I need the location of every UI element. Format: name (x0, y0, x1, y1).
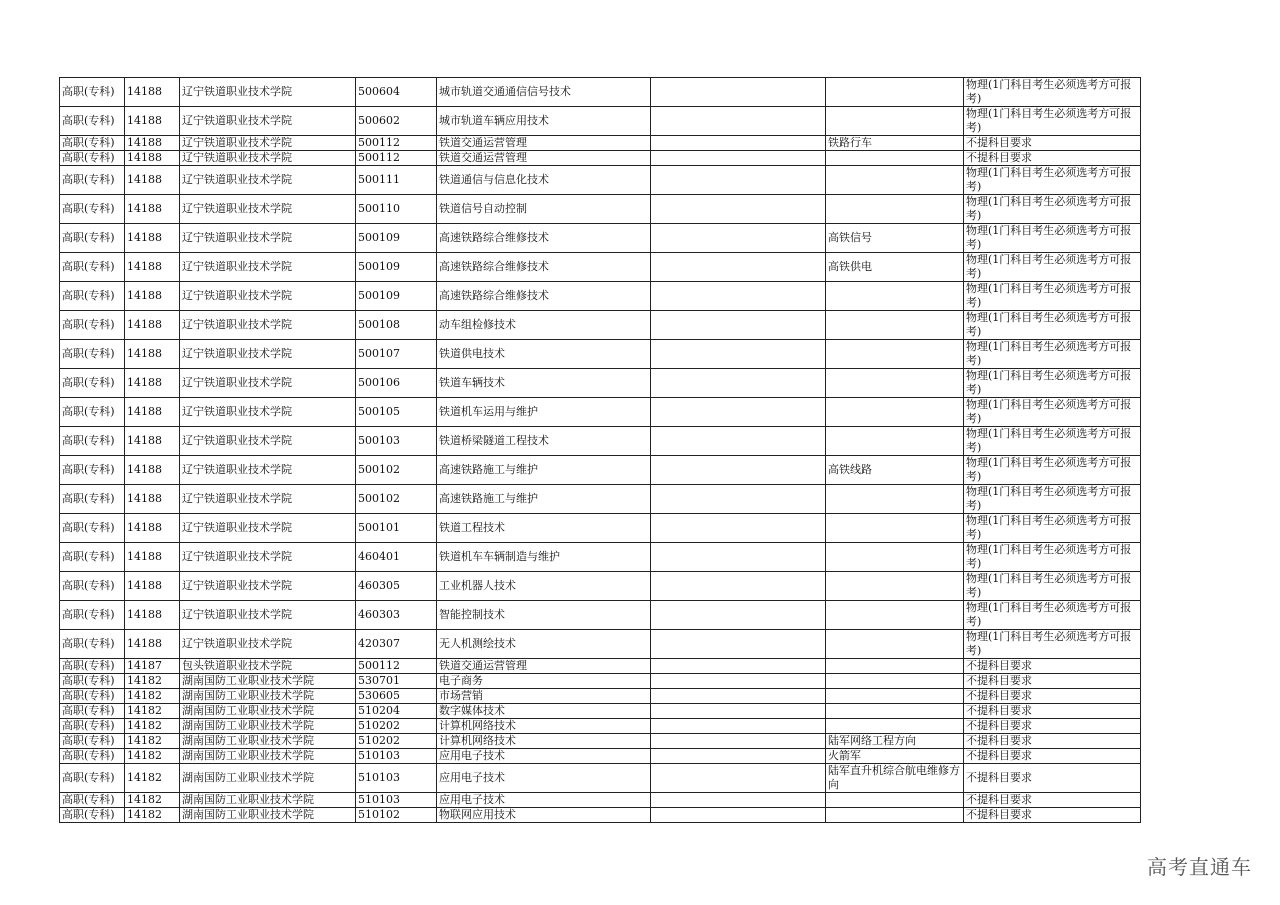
requirement-cell: 不提科目要求 (964, 674, 1141, 689)
school-name-cell: 辽宁铁道职业技术学院 (180, 340, 356, 369)
major-code-cell: 500105 (356, 398, 437, 427)
direction-cell (826, 195, 964, 224)
table-row (60, 764, 1141, 793)
direction-cell (826, 808, 964, 823)
empty-cell (651, 195, 826, 224)
requirement-cell: 不提科目要求 (964, 808, 1141, 823)
level-cell: 高职(专科) (60, 282, 125, 311)
level-cell: 高职(专科) (60, 427, 125, 456)
school-name-cell: 辽宁铁道职业技术学院 (180, 253, 356, 282)
empty-cell (651, 485, 826, 514)
direction-cell (826, 311, 964, 340)
requirement-cell: 不提科目要求 (964, 749, 1141, 764)
table-row (60, 107, 1141, 136)
level-cell: 高职(专科) (60, 764, 125, 793)
requirement-cell: 不提科目要求 (964, 793, 1141, 808)
level-cell: 高职(专科) (60, 749, 125, 764)
empty-cell (651, 78, 826, 107)
school-code-cell: 14188 (125, 224, 180, 253)
level-cell: 高职(专科) (60, 601, 125, 630)
school-code-cell: 14182 (125, 764, 180, 793)
major-code-cell: 460303 (356, 601, 437, 630)
table-row (60, 456, 1141, 485)
school-code-cell: 14188 (125, 601, 180, 630)
school-code-cell: 14188 (125, 543, 180, 572)
major-code-cell: 510202 (356, 734, 437, 749)
major-name-cell: 应用电子技术 (437, 749, 651, 764)
direction-cell (826, 485, 964, 514)
major-code-cell: 460305 (356, 572, 437, 601)
school-name-cell: 湖南国防工业职业技术学院 (180, 689, 356, 704)
requirement-cell: 不提科目要求 (964, 136, 1141, 151)
requirement-cell: 不提科目要求 (964, 719, 1141, 734)
table-row (60, 734, 1141, 749)
empty-cell (651, 749, 826, 764)
school-name-cell: 湖南国防工业职业技术学院 (180, 808, 356, 823)
school-code-cell: 14188 (125, 485, 180, 514)
direction-cell (826, 514, 964, 543)
school-name-cell: 湖南国防工业职业技术学院 (180, 764, 356, 793)
major-name-cell: 高速铁路施工与维护 (437, 456, 651, 485)
major-name-cell: 应用电子技术 (437, 764, 651, 793)
direction-cell (826, 398, 964, 427)
major-code-cell: 510204 (356, 704, 437, 719)
requirement-cell: 物理(1门科目考生必须选考方可报考) (964, 485, 1141, 514)
level-cell: 高职(专科) (60, 369, 125, 398)
school-name-cell: 辽宁铁道职业技术学院 (180, 601, 356, 630)
school-code-cell: 14188 (125, 630, 180, 659)
requirement-cell: 物理(1门科目考生必须选考方可报考) (964, 543, 1141, 572)
direction-cell (826, 719, 964, 734)
level-cell: 高职(专科) (60, 136, 125, 151)
school-name-cell: 辽宁铁道职业技术学院 (180, 398, 356, 427)
level-cell: 高职(专科) (60, 808, 125, 823)
empty-cell (651, 734, 826, 749)
requirement-cell: 不提科目要求 (964, 151, 1141, 166)
school-code-cell: 14188 (125, 151, 180, 166)
level-cell: 高职(专科) (60, 514, 125, 543)
direction-cell (826, 659, 964, 674)
table-row (60, 311, 1141, 340)
level-cell: 高职(专科) (60, 543, 125, 572)
level-cell: 高职(专科) (60, 485, 125, 514)
major-code-cell: 510103 (356, 749, 437, 764)
major-name-cell: 动车组检修技术 (437, 311, 651, 340)
school-name-cell: 辽宁铁道职业技术学院 (180, 107, 356, 136)
school-name-cell: 辽宁铁道职业技术学院 (180, 630, 356, 659)
major-name-cell: 铁道机车运用与维护 (437, 398, 651, 427)
school-code-cell: 14187 (125, 659, 180, 674)
direction-cell (826, 166, 964, 195)
empty-cell (651, 674, 826, 689)
level-cell: 高职(专科) (60, 630, 125, 659)
major-code-cell: 460401 (356, 543, 437, 572)
major-code-cell: 500111 (356, 166, 437, 195)
table-row (60, 369, 1141, 398)
level-cell: 高职(专科) (60, 793, 125, 808)
direction-cell (826, 78, 964, 107)
school-code-cell: 14182 (125, 793, 180, 808)
requirement-cell: 不提科目要求 (964, 689, 1141, 704)
school-name-cell: 辽宁铁道职业技术学院 (180, 369, 356, 398)
school-name-cell: 辽宁铁道职业技术学院 (180, 485, 356, 514)
requirement-cell: 物理(1门科目考生必须选考方可报考) (964, 572, 1141, 601)
school-name-cell: 湖南国防工业职业技术学院 (180, 734, 356, 749)
direction-cell: 高铁信号 (826, 224, 964, 253)
table-row (60, 630, 1141, 659)
level-cell: 高职(专科) (60, 689, 125, 704)
table-row (60, 253, 1141, 282)
table-row (60, 719, 1141, 734)
requirement-cell: 不提科目要求 (964, 764, 1141, 793)
school-code-cell: 14188 (125, 311, 180, 340)
table-row (60, 427, 1141, 456)
table-row (60, 195, 1141, 224)
major-name-cell: 城市轨道车辆应用技术 (437, 107, 651, 136)
table-row (60, 704, 1141, 719)
school-name-cell: 辽宁铁道职业技术学院 (180, 311, 356, 340)
direction-cell: 高铁线路 (826, 456, 964, 485)
school-code-cell: 14188 (125, 282, 180, 311)
direction-cell: 高铁供电 (826, 253, 964, 282)
empty-cell (651, 151, 826, 166)
empty-cell (651, 793, 826, 808)
major-code-cell: 500604 (356, 78, 437, 107)
table-row (60, 543, 1141, 572)
school-code-cell: 14182 (125, 808, 180, 823)
empty-cell (651, 572, 826, 601)
school-name-cell: 辽宁铁道职业技术学院 (180, 224, 356, 253)
major-name-cell: 铁道交通运营管理 (437, 136, 651, 151)
level-cell: 高职(专科) (60, 572, 125, 601)
empty-cell (651, 224, 826, 253)
requirement-cell: 物理(1门科目考生必须选考方可报考) (964, 311, 1141, 340)
school-name-cell: 辽宁铁道职业技术学院 (180, 78, 356, 107)
direction-cell (826, 630, 964, 659)
empty-cell (651, 107, 826, 136)
empty-cell (651, 340, 826, 369)
major-code-cell: 500109 (356, 253, 437, 282)
major-code-cell: 530701 (356, 674, 437, 689)
school-name-cell: 辽宁铁道职业技术学院 (180, 456, 356, 485)
direction-cell (826, 107, 964, 136)
table-row (60, 166, 1141, 195)
table-row (60, 485, 1141, 514)
major-name-cell: 高速铁路综合维修技术 (437, 282, 651, 311)
watermark-text: 高考直通车 (1147, 855, 1252, 879)
level-cell: 高职(专科) (60, 224, 125, 253)
requirement-cell: 物理(1门科目考生必须选考方可报考) (964, 78, 1141, 107)
school-code-cell: 14182 (125, 689, 180, 704)
direction-cell (826, 572, 964, 601)
school-code-cell: 14188 (125, 572, 180, 601)
table-body (60, 78, 1141, 823)
school-code-cell: 14188 (125, 427, 180, 456)
table-row (60, 572, 1141, 601)
school-code-cell: 14182 (125, 719, 180, 734)
requirement-cell: 物理(1门科目考生必须选考方可报考) (964, 630, 1141, 659)
table-row (60, 282, 1141, 311)
direction-cell (826, 340, 964, 369)
school-code-cell: 14188 (125, 195, 180, 224)
direction-cell: 陆军直升机综合航电维修方向 (826, 764, 964, 793)
school-name-cell: 辽宁铁道职业技术学院 (180, 151, 356, 166)
level-cell: 高职(专科) (60, 151, 125, 166)
major-code-cell: 500107 (356, 340, 437, 369)
major-name-cell: 铁道车辆技术 (437, 369, 651, 398)
school-name-cell: 辽宁铁道职业技术学院 (180, 572, 356, 601)
school-name-cell: 辽宁铁道职业技术学院 (180, 282, 356, 311)
table-row (60, 808, 1141, 823)
level-cell: 高职(专科) (60, 719, 125, 734)
empty-cell (651, 764, 826, 793)
major-name-cell: 数字媒体技术 (437, 704, 651, 719)
empty-cell (651, 543, 826, 572)
requirement-cell: 物理(1门科目考生必须选考方可报考) (964, 195, 1141, 224)
major-code-cell: 510202 (356, 719, 437, 734)
major-name-cell: 物联网应用技术 (437, 808, 651, 823)
school-code-cell: 14188 (125, 253, 180, 282)
requirement-cell: 物理(1门科目考生必须选考方可报考) (964, 166, 1141, 195)
requirement-cell: 不提科目要求 (964, 734, 1141, 749)
level-cell: 高职(专科) (60, 340, 125, 369)
major-name-cell: 智能控制技术 (437, 601, 651, 630)
major-code-cell: 500109 (356, 224, 437, 253)
school-name-cell: 湖南国防工业职业技术学院 (180, 793, 356, 808)
direction-cell (826, 674, 964, 689)
direction-cell: 陆军网络工程方向 (826, 734, 964, 749)
school-code-cell: 14188 (125, 398, 180, 427)
school-name-cell: 辽宁铁道职业技术学院 (180, 427, 356, 456)
major-code-cell: 500103 (356, 427, 437, 456)
admissions-table (59, 77, 1141, 823)
major-name-cell: 铁道交通运营管理 (437, 659, 651, 674)
school-code-cell: 14188 (125, 514, 180, 543)
direction-cell (826, 601, 964, 630)
table-row (60, 659, 1141, 674)
direction-cell (826, 704, 964, 719)
school-code-cell: 14188 (125, 166, 180, 195)
school-code-cell: 14188 (125, 107, 180, 136)
table-row (60, 749, 1141, 764)
school-code-cell: 14188 (125, 456, 180, 485)
major-code-cell: 500602 (356, 107, 437, 136)
school-code-cell: 14182 (125, 749, 180, 764)
major-name-cell: 电子商务 (437, 674, 651, 689)
level-cell: 高职(专科) (60, 253, 125, 282)
requirement-cell: 物理(1门科目考生必须选考方可报考) (964, 253, 1141, 282)
empty-cell (651, 514, 826, 543)
table-row (60, 340, 1141, 369)
school-name-cell: 辽宁铁道职业技术学院 (180, 543, 356, 572)
level-cell: 高职(专科) (60, 398, 125, 427)
requirement-cell: 物理(1门科目考生必须选考方可报考) (964, 601, 1141, 630)
level-cell: 高职(专科) (60, 107, 125, 136)
empty-cell (651, 659, 826, 674)
empty-cell (651, 398, 826, 427)
table-row (60, 78, 1141, 107)
school-code-cell: 14188 (125, 78, 180, 107)
school-name-cell: 湖南国防工业职业技术学院 (180, 719, 356, 734)
major-code-cell: 500102 (356, 485, 437, 514)
school-name-cell: 辽宁铁道职业技术学院 (180, 166, 356, 195)
direction-cell (826, 369, 964, 398)
table-row (60, 398, 1141, 427)
major-code-cell: 510103 (356, 793, 437, 808)
major-name-cell: 铁道信号自动控制 (437, 195, 651, 224)
school-name-cell: 包头铁道职业技术学院 (180, 659, 356, 674)
major-name-cell: 铁道交通运营管理 (437, 151, 651, 166)
school-code-cell: 14188 (125, 136, 180, 151)
major-code-cell: 500106 (356, 369, 437, 398)
school-code-cell: 14182 (125, 734, 180, 749)
school-code-cell: 14188 (125, 340, 180, 369)
requirement-cell: 物理(1门科目考生必须选考方可报考) (964, 427, 1141, 456)
school-name-cell: 湖南国防工业职业技术学院 (180, 749, 356, 764)
direction-cell: 火箭军 (826, 749, 964, 764)
level-cell: 高职(专科) (60, 166, 125, 195)
major-name-cell: 铁道桥梁隧道工程技术 (437, 427, 651, 456)
school-code-cell: 14188 (125, 369, 180, 398)
direction-cell (826, 793, 964, 808)
major-code-cell: 500112 (356, 659, 437, 674)
level-cell: 高职(专科) (60, 659, 125, 674)
major-name-cell: 计算机网络技术 (437, 734, 651, 749)
table-row (60, 136, 1141, 151)
requirement-cell: 物理(1门科目考生必须选考方可报考) (964, 282, 1141, 311)
requirement-cell: 物理(1门科目考生必须选考方可报考) (964, 340, 1141, 369)
major-name-cell: 高速铁路施工与维护 (437, 485, 651, 514)
major-code-cell: 500112 (356, 136, 437, 151)
requirement-cell: 物理(1门科目考生必须选考方可报考) (964, 107, 1141, 136)
major-code-cell: 510102 (356, 808, 437, 823)
level-cell: 高职(专科) (60, 456, 125, 485)
empty-cell (651, 253, 826, 282)
empty-cell (651, 601, 826, 630)
requirement-cell: 物理(1门科目考生必须选考方可报考) (964, 369, 1141, 398)
major-name-cell: 城市轨道交通通信信号技术 (437, 78, 651, 107)
major-code-cell: 500102 (356, 456, 437, 485)
school-name-cell: 辽宁铁道职业技术学院 (180, 136, 356, 151)
empty-cell (651, 689, 826, 704)
empty-cell (651, 704, 826, 719)
level-cell: 高职(专科) (60, 195, 125, 224)
empty-cell (651, 369, 826, 398)
table-row (60, 224, 1141, 253)
school-name-cell: 湖南国防工业职业技术学院 (180, 674, 356, 689)
school-name-cell: 辽宁铁道职业技术学院 (180, 514, 356, 543)
major-code-cell: 500112 (356, 151, 437, 166)
major-code-cell: 500109 (356, 282, 437, 311)
direction-cell (826, 151, 964, 166)
major-name-cell: 计算机网络技术 (437, 719, 651, 734)
empty-cell (651, 282, 826, 311)
major-name-cell: 市场营销 (437, 689, 651, 704)
major-code-cell: 420307 (356, 630, 437, 659)
requirement-cell: 物理(1门科目考生必须选考方可报考) (964, 398, 1141, 427)
major-code-cell: 500108 (356, 311, 437, 340)
major-name-cell: 无人机测绘技术 (437, 630, 651, 659)
requirement-cell: 不提科目要求 (964, 704, 1141, 719)
direction-cell (826, 282, 964, 311)
school-name-cell: 湖南国防工业职业技术学院 (180, 704, 356, 719)
level-cell: 高职(专科) (60, 674, 125, 689)
table-row (60, 689, 1141, 704)
school-code-cell: 14182 (125, 704, 180, 719)
direction-cell (826, 543, 964, 572)
table-row (60, 151, 1141, 166)
empty-cell (651, 719, 826, 734)
major-name-cell: 铁道工程技术 (437, 514, 651, 543)
major-name-cell: 工业机器人技术 (437, 572, 651, 601)
major-code-cell: 510103 (356, 764, 437, 793)
major-name-cell: 高速铁路综合维修技术 (437, 224, 651, 253)
empty-cell (651, 311, 826, 340)
empty-cell (651, 456, 826, 485)
school-code-cell: 14182 (125, 674, 180, 689)
major-code-cell: 500110 (356, 195, 437, 224)
major-name-cell: 铁道通信与信息化技术 (437, 166, 651, 195)
level-cell: 高职(专科) (60, 734, 125, 749)
direction-cell (826, 689, 964, 704)
level-cell: 高职(专科) (60, 78, 125, 107)
requirement-cell: 物理(1门科目考生必须选考方可报考) (964, 514, 1141, 543)
direction-cell (826, 427, 964, 456)
major-code-cell: 530605 (356, 689, 437, 704)
school-name-cell: 辽宁铁道职业技术学院 (180, 195, 356, 224)
major-name-cell: 铁道供电技术 (437, 340, 651, 369)
requirement-cell: 物理(1门科目考生必须选考方可报考) (964, 224, 1141, 253)
table-row (60, 601, 1141, 630)
table-row (60, 514, 1141, 543)
empty-cell (651, 630, 826, 659)
requirement-cell: 物理(1门科目考生必须选考方可报考) (964, 456, 1141, 485)
direction-cell: 铁路行车 (826, 136, 964, 151)
major-name-cell: 应用电子技术 (437, 793, 651, 808)
major-code-cell: 500101 (356, 514, 437, 543)
empty-cell (651, 136, 826, 151)
requirement-cell: 不提科目要求 (964, 659, 1141, 674)
empty-cell (651, 166, 826, 195)
major-name-cell: 高速铁路综合维修技术 (437, 253, 651, 282)
table-row (60, 674, 1141, 689)
empty-cell (651, 427, 826, 456)
major-name-cell: 铁道机车车辆制造与维护 (437, 543, 651, 572)
empty-cell (651, 808, 826, 823)
table-row (60, 793, 1141, 808)
level-cell: 高职(专科) (60, 311, 125, 340)
level-cell: 高职(专科) (60, 704, 125, 719)
